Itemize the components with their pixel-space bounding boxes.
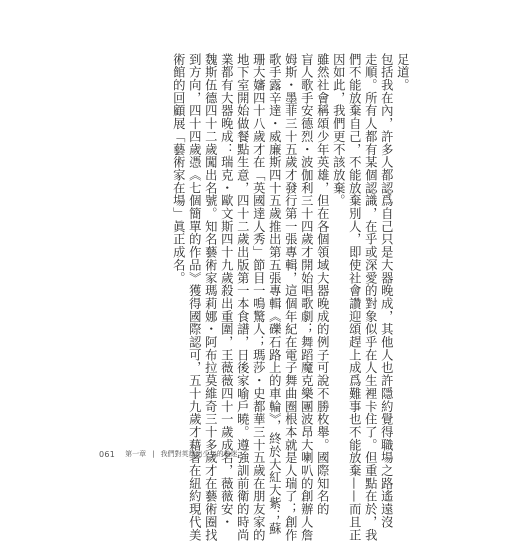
- chapter-title: 我們對英雄出少年的執迷: [160, 450, 238, 458]
- text-column-1: 足道。: [395, 53, 410, 92]
- chapter-label: 第一章: [125, 450, 147, 458]
- text-column-3: 走順。所有人都有某個認識，在乎或深愛的對象似乎在人生裡卡住了。但重點在於，我: [363, 53, 378, 541]
- text-column-7: 盲人歌手安德烈・波伽利三十四歲才開始唱歌劇；舞蹈魔克樂團波昂大喇叭的創辦人詹: [299, 53, 314, 541]
- text-column-12: 業都有大器晚成：瑞克・歐文斯四十九歲殺出重圍，王薇薇四十一歲成名，薇薇安・: [219, 53, 234, 529]
- text-column-13: 魏斯伍德四十二歲闖出名號。知名藝術家瑪莉娜・阿布拉莫維奇三十多歲才在藝術圈找: [203, 53, 218, 541]
- text-column-11: 地下室開始做餐點生意，四十二歲出版第一本食譜，日後家喻戶曉。遵強訓前衛的時尚: [235, 53, 250, 541]
- text-column-8: 姆斯・墨菲三十五歲才發行第一張專輯，這個年紀在電子舞曲圈根本就是人瑞了；創作: [283, 53, 298, 541]
- page-footer: [99, 448, 238, 460]
- text-column-14: 到方向，四十四歲憑《七個簡單的作品》獲得國際認可，五十九歲才藉著在紐約現代美: [187, 53, 202, 541]
- footer-separator: |: [152, 450, 155, 458]
- text-column-4: 們不能放棄自己，不能放棄別人，即使社會讚迎頌趕上成爲難事也不能放棄——而且正: [347, 53, 362, 541]
- page-number: 061: [99, 449, 116, 459]
- text-column-6: 雖然社會稱頌少年英雄，但在各個領域大器晚成的例子可說不勝枚舉。國際知名的: [315, 53, 330, 516]
- text-column-5: 因如此，我們更不該放棄。: [331, 53, 346, 208]
- text-column-9: 歌手露辛達・威廉斯四十五歲推出第五張專輯《礫石路上的車輪》，終於大紅大紫；蘇: [267, 53, 282, 536]
- text-column-10: 珊大嬸四十八歲才在「英國達人秀」節目一鳴驚人；瑪莎・史都華三十五歲在朋友家的: [251, 53, 266, 541]
- text-column-15: 術館的回顧展「藝術家在場」眞正成名。: [171, 53, 186, 285]
- text-column-2: 包括我在內，許多人都認爲自己只是大器晚成，其他人也許隱約覺得職場之路遙遠沒: [379, 53, 394, 529]
